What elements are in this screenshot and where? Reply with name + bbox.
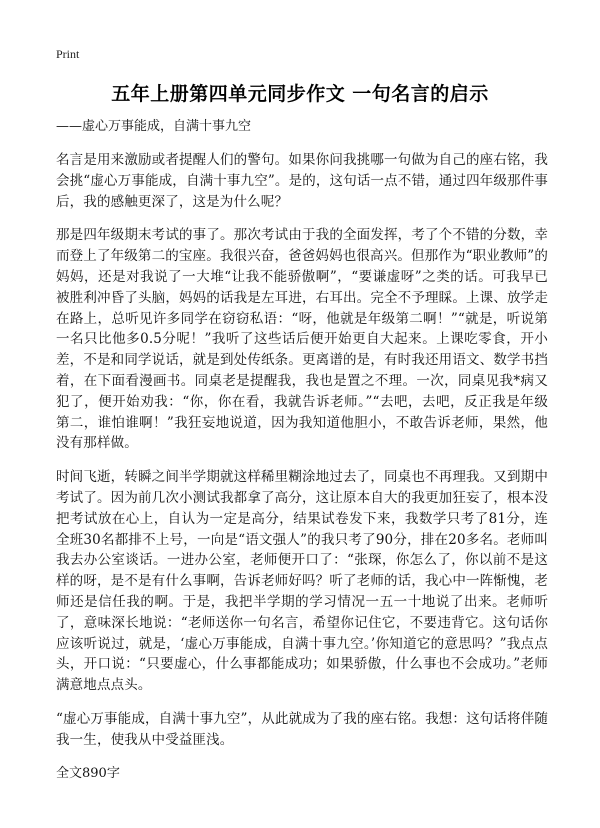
- word-count: 全文890字: [56, 765, 120, 781]
- article-body: [56, 150, 548, 783]
- paragraph-conclusion: “虚心万事能成，自满十事九空”，从此就成为了我的座右铭。我想：这句话将伴随我一生，使我从中受益匪浅。: [56, 710, 548, 748]
- paragraph-intro: 名言是用来激励或者提醒人们的警句。如果你问我挑哪一句做为自己的座右铭，我会挑“虚心万事能成，自满十事九空”。是的，这句话一点不错，通过四年级那件事后，我的感触更深了，这是为什么呢？: [56, 152, 548, 210]
- paragraph-turning-point: 时间飞逝，转瞬之间半学期就这样稀里糊涂地过去了，同桌也不再理我。又到期中考试了。因为前几次小测试我都拿了高分，这让原本自大的我更加狂妄了，根本没把考试放在心上，自认为一定是高分，结果试卷发下来，我数学只考了81分，连全班30名都排不上号，一向是“语文强人”的我只考了90分，排在20多名。老师叫我去办公室谈话。一进办公室，老师便开口了：“张琛，你怎么了，你以前不是这样的呀，是不是有什么事啊，告诉老师好吗？听了老师的话，我心中一阵惭愧，老师还是信任我的啊。于是，我把半学期的学习情况一五一十地说了出来。老师听了，意味深长地说：“老师送你一句名言，希望你记住它，不要违背它。这句话你应该听说过，就是，‘虚心万事能成，自满十事九空。’你知道它的意思吗？”我点点头，开口说：“只要虚心，什么事都能成功；如果骄傲，什么事也不会成功。”老师满意地点点头。: [56, 469, 548, 694]
- print-link[interactable]: Print: [56, 47, 80, 61]
- article-title: 五年上册第四单元同步作文 一句名言的启示: [111, 83, 489, 105]
- paragraph-story: 那是四年级期末考试的事了。那次考试由于我的全面发挥，考了个不错的分数，幸而登上了年级第二的宝座。我很兴奋，爸爸妈妈也很高兴。但那作为“职业教师”的妈妈，还是对我说了一大堆“让我不能骄傲啊”，“要谦虚呀”之类的话。可我早已被胜利冲昏了头脑，妈妈的话我是左耳进，右耳出。完全不予理睬。上课、放学走在路上，总听见许多同学在窃窃私语：“呀，他就是年级第二啊！”“就是，听说第一名只比他多0.5分呢！”我听了这些话后便开始更自大起来。上课吃零食，开小差，不是和同学说话，就是到处传纸条。更离谱的是，有时我还用语文、数学书挡着，在下面看漫画书。同桌老是提醒我，我也是置之不理。一次，同桌见我*病又犯了，便开始劝我：“你，你在看，我就告诉老师。”“去吧，去吧，反正我是年级第二，谁怕谁啊！”我狂妄地说道，因为我知道他胆小，不敢告诉老师，果然，他没有那样做。: [56, 227, 548, 452]
- article-subtitle: ——虚心万事能成，自满十事九空: [56, 119, 252, 134]
